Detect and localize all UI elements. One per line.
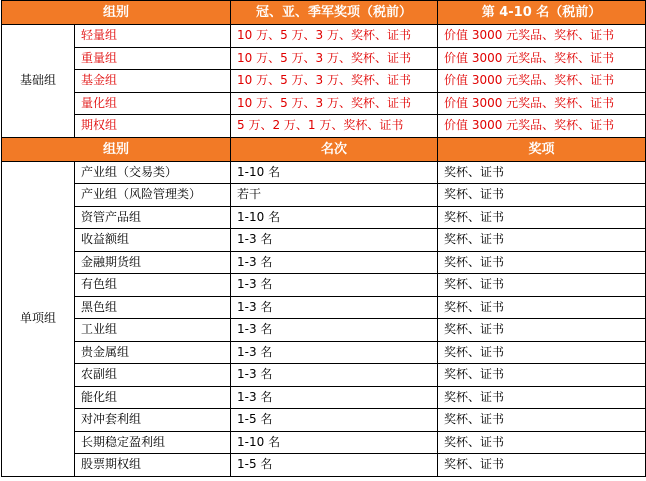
table-row bbox=[2, 161, 646, 184]
single-header-row bbox=[2, 137, 646, 161]
award: 奖杯、证书 bbox=[438, 364, 646, 387]
award: 奖杯、证书 bbox=[438, 229, 646, 252]
group-name: 重量组 bbox=[75, 47, 231, 70]
table-row bbox=[2, 25, 646, 48]
group-name: 资管产品组 bbox=[75, 206, 231, 229]
group-name: 贵金属组 bbox=[75, 341, 231, 364]
table-row bbox=[2, 431, 646, 454]
header-group-2: 组别 bbox=[2, 137, 231, 161]
award: 奖杯、证书 bbox=[438, 409, 646, 432]
prize-rest: 价值 3000 元奖品、奖杯、证书 bbox=[438, 92, 646, 115]
rank: 1-3 名 bbox=[231, 251, 438, 274]
group-name: 工业组 bbox=[75, 319, 231, 342]
prize-table bbox=[1, 0, 646, 477]
single-section bbox=[2, 161, 646, 476]
header-award: 奖项 bbox=[438, 137, 646, 161]
rank: 1-5 名 bbox=[231, 409, 438, 432]
group-name: 有色组 bbox=[75, 274, 231, 297]
header-rank: 名次 bbox=[231, 137, 438, 161]
award: 奖杯、证书 bbox=[438, 184, 646, 207]
rank: 1-3 名 bbox=[231, 341, 438, 364]
rank: 1-10 名 bbox=[231, 431, 438, 454]
table-row bbox=[2, 274, 646, 297]
group-name: 基金组 bbox=[75, 70, 231, 93]
prize-rest: 价值 3000 元奖品、奖杯、证书 bbox=[438, 115, 646, 138]
award: 奖杯、证书 bbox=[438, 296, 646, 319]
rank: 1-5 名 bbox=[231, 454, 438, 477]
award: 奖杯、证书 bbox=[438, 251, 646, 274]
table-row bbox=[2, 364, 646, 387]
basic-header-row bbox=[2, 1, 646, 25]
rank: 若干 bbox=[231, 184, 438, 207]
group-name: 黑色组 bbox=[75, 296, 231, 319]
rank: 1-3 名 bbox=[231, 274, 438, 297]
table-row bbox=[2, 386, 646, 409]
award: 奖杯、证书 bbox=[438, 386, 646, 409]
award: 奖杯、证书 bbox=[438, 319, 646, 342]
table-row bbox=[2, 206, 646, 229]
prize-top: 10 万、5 万、3 万、奖杯、证书 bbox=[231, 70, 438, 93]
group-label-basic: 基础组 bbox=[2, 25, 75, 138]
group-name: 农副组 bbox=[75, 364, 231, 387]
prize-top: 10 万、5 万、3 万、奖杯、证书 bbox=[231, 47, 438, 70]
rank: 1-3 名 bbox=[231, 319, 438, 342]
table-row bbox=[2, 184, 646, 207]
award: 奖杯、证书 bbox=[438, 206, 646, 229]
prize-top: 10 万、5 万、3 万、奖杯、证书 bbox=[231, 92, 438, 115]
prize-top: 5 万、2 万、1 万、奖杯、证书 bbox=[231, 115, 438, 138]
award: 奖杯、证书 bbox=[438, 274, 646, 297]
header-group: 组别 bbox=[2, 1, 231, 25]
award: 奖杯、证书 bbox=[438, 341, 646, 364]
group-name: 金融期货组 bbox=[75, 251, 231, 274]
group-label-single: 单项组 bbox=[2, 161, 75, 476]
group-name: 对冲套利组 bbox=[75, 409, 231, 432]
header-prize-rest: 第 4-10 名（税前） bbox=[438, 1, 646, 25]
award: 奖杯、证书 bbox=[438, 431, 646, 454]
group-name: 股票期权组 bbox=[75, 454, 231, 477]
group-name: 轻量组 bbox=[75, 25, 231, 48]
table-row bbox=[2, 409, 646, 432]
rank: 1-10 名 bbox=[231, 206, 438, 229]
prize-rest: 价值 3000 元奖品、奖杯、证书 bbox=[438, 47, 646, 70]
group-name: 产业组（交易类） bbox=[75, 161, 231, 184]
prize-rest: 价值 3000 元奖品、奖杯、证书 bbox=[438, 70, 646, 93]
group-name: 产业组（风险管理类） bbox=[75, 184, 231, 207]
group-name: 收益额组 bbox=[75, 229, 231, 252]
table-row bbox=[2, 251, 646, 274]
rank: 1-10 名 bbox=[231, 161, 438, 184]
group-name: 能化组 bbox=[75, 386, 231, 409]
table-row bbox=[2, 319, 646, 342]
table-row bbox=[2, 115, 646, 138]
table-row bbox=[2, 454, 646, 477]
group-name: 期权组 bbox=[75, 115, 231, 138]
header-prize-top: 冠、亚、季军奖项（税前） bbox=[231, 1, 438, 25]
table-row bbox=[2, 341, 646, 364]
table-row bbox=[2, 229, 646, 252]
prize-rest: 价值 3000 元奖品、奖杯、证书 bbox=[438, 25, 646, 48]
rank: 1-3 名 bbox=[231, 364, 438, 387]
table-row bbox=[2, 47, 646, 70]
group-name: 量化组 bbox=[75, 92, 231, 115]
award: 奖杯、证书 bbox=[438, 161, 646, 184]
table-row bbox=[2, 296, 646, 319]
group-name: 长期稳定盈利组 bbox=[75, 431, 231, 454]
rank: 1-3 名 bbox=[231, 229, 438, 252]
basic-section bbox=[2, 25, 646, 138]
rank: 1-3 名 bbox=[231, 296, 438, 319]
award: 奖杯、证书 bbox=[438, 454, 646, 477]
table-row bbox=[2, 92, 646, 115]
prize-top: 10 万、5 万、3 万、奖杯、证书 bbox=[231, 25, 438, 48]
rank: 1-3 名 bbox=[231, 386, 438, 409]
table-row bbox=[2, 70, 646, 93]
